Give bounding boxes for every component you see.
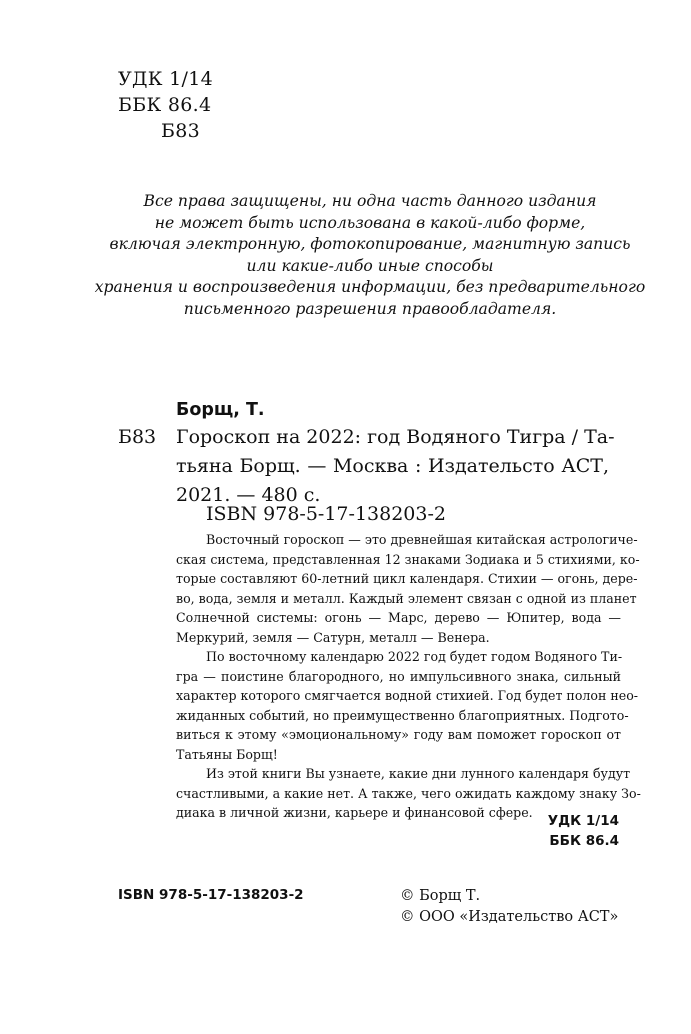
rights-line: хранения и воспроизведения информации, без предварительного [94, 278, 646, 296]
bbk-code: ББК 86.4 [118, 94, 212, 116]
annotation [176, 530, 641, 823]
annotation-line: характер которого смягчается водной стихией. Год будет полон нео- [176, 688, 639, 703]
rights-line: включая электронную, фотокопирование, магнитную запись [109, 235, 631, 253]
copyright-author: © Борщ Т. [400, 888, 481, 904]
annotation-line: диака в личной жизни, карьере и финансовой сфере. [176, 805, 533, 820]
rights-notice [90, 191, 650, 320]
classification-codes [118, 66, 213, 144]
author-heading: Борщ, Т. [176, 400, 265, 420]
bibliographic-description [176, 423, 615, 510]
annotation-line: Меркурий, земля — Сатурн, металл — Венера. [176, 629, 490, 645]
annotation-line: Солнечной системы: огонь — Марс, дерево — Юпитер, вода — [176, 610, 621, 625]
annotation-line: ская система, представленная 12 знаками Зодиака и 5 стихиями, ко- [176, 551, 640, 567]
annotation-line: Восточный гороскоп — это древнейшая китайская астрологиче- [206, 532, 638, 547]
author-mark: Б83 [161, 120, 201, 142]
annotation-line: во, вода, земля и металл. Каждый элемент связан с одной из планет [176, 590, 637, 606]
annotation-line: Татьяны Борщ! [176, 746, 278, 762]
rights-line: письменного разрешения правообладателя. [183, 299, 557, 318]
udk-code: УДК 1/14 [118, 68, 213, 90]
annotation-line: По восточному календарю 2022 год будет годом Водяного Ти- [206, 649, 623, 664]
annotation-classification [548, 812, 619, 851]
annotation-line: Из этой книги Вы узнаете, какие дни лунного календаря будут [206, 766, 631, 781]
annotation-line: виться к этому «эмоциональному» году вам поможет гороскоп от [176, 727, 621, 742]
copyright-notices [400, 886, 618, 928]
description-line: тьяна Борщ. — Москва : Издательсто АСТ, [176, 455, 609, 477]
rights-line: или какие-либо иные способы [246, 256, 494, 275]
record-author-mark: Б83 [118, 426, 157, 448]
record-isbn: ISBN 978-5-17-138203-2 [206, 503, 446, 525]
annotation-line: жиданных событий, но преимущественно благоприятных. Подгото- [176, 707, 629, 723]
annotation-line: торые составляют 60-летний цикл календаря. Стихии — огонь, дере- [176, 571, 638, 586]
udk-code: УДК 1/14 [547, 813, 619, 829]
rights-line: Все права защищены, ни одна часть данного издания [143, 192, 597, 210]
annotation-line: счастливыми, а какие нет. А также, чего ожидать каждому знаку Зо- [176, 785, 641, 801]
bbk-code: ББК 86.4 [549, 832, 619, 849]
annotation-line: гра — поистине благородного, но импульсивного знака, сильный [176, 668, 621, 684]
copyright-publisher: © ООО «Издательство АСТ» [400, 909, 619, 925]
description-line: 2021. — 480 с. [176, 484, 321, 506]
description-line: Гороскоп на 2022: год Водяного Тигра / Та- [176, 426, 615, 448]
footer-isbn: ISBN 978-5-17-138203-2 [118, 887, 304, 903]
rights-line: не может быть использована в какой-либо форме, [154, 213, 586, 232]
